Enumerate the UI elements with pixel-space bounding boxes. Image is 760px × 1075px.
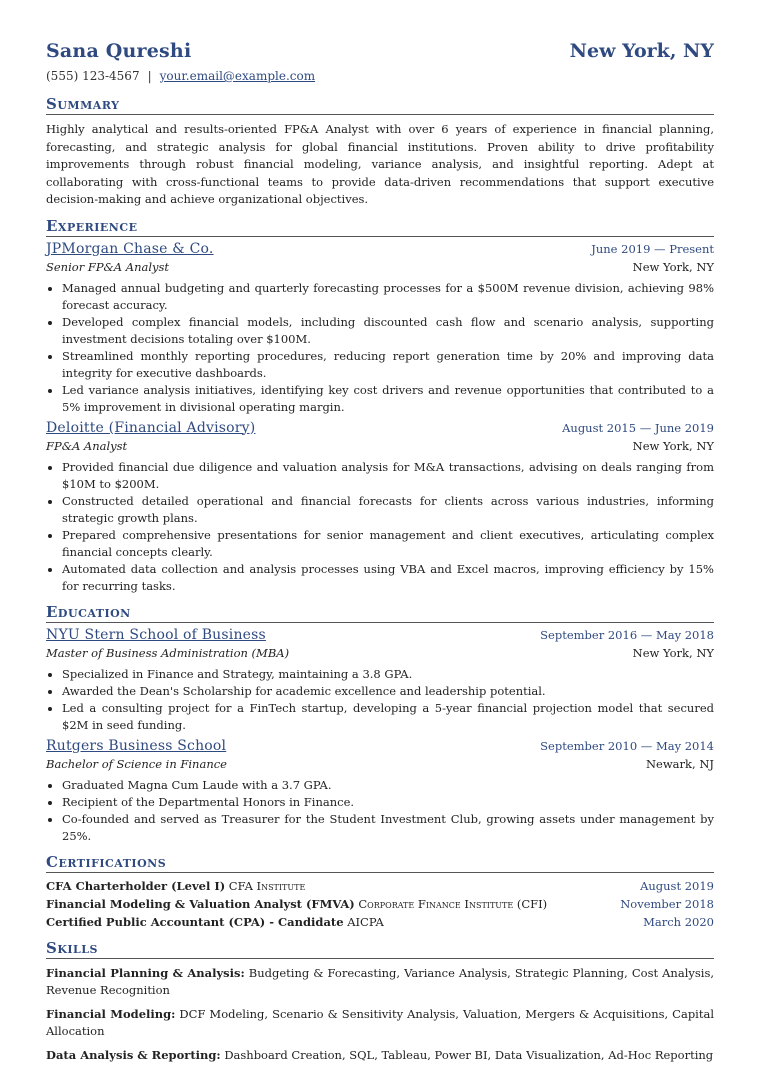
school-link[interactable]: Rutgers Business School <box>46 737 227 754</box>
achievement-item: • Constructed detailed operational and financial forecasts for clients across various industries, informing strategic growth plans. <box>62 493 714 527</box>
employer-link[interactable]: JPMorgan Chase & Co. <box>46 240 214 257</box>
certification-list <box>46 877 714 931</box>
achievement-item: • Provided financial due diligence and valuation analysis for M&A transactions, advising on deals ranging from $10M to $200M. <box>62 459 714 493</box>
school-link[interactable]: NYU Stern School of Business <box>46 626 266 643</box>
summary-text: Highly analytical and results-oriented FP&A Analyst with over 6 years of experience in financial planning, forecasting, and strategic analysis for global financial institutions. Proven ability to drive profitability improvements through robust financial modeling, variance analysis, and insightful reporting. Adept at collaborating with cross-functional teams to provide data-driven recommendations that support executive decision-making and achieve organizational objectives. <box>46 122 714 206</box>
certification-issuer: CFA Institute <box>228 878 306 893</box>
email-link[interactable]: your.email@example.com <box>159 69 316 83</box>
certification-issuer: AICPA <box>347 914 384 929</box>
certification-item <box>46 913 714 931</box>
education-entry <box>46 738 714 845</box>
degree: Bachelor of Science in Finance <box>46 756 227 771</box>
achievement-item: • Streamlined monthly reporting procedures, reducing report generation time by 20% and improving data integrity for executive dashboards. <box>62 348 714 382</box>
highlight-item: • Recipient of the Departmental Honors in Finance. <box>62 794 714 811</box>
skill-group <box>46 1006 714 1041</box>
education-highlights <box>46 666 714 734</box>
employment-dates: June 2019 — Present <box>591 241 714 256</box>
highlight-item: • Specialized in Finance and Strategy, maintaining a 3.8 GPA. <box>62 666 714 683</box>
experience-entry <box>46 241 714 416</box>
study-dates: September 2010 — May 2014 <box>540 738 714 753</box>
job-title: FP&A Analyst <box>46 438 128 453</box>
candidate-name: Sana Qureshi <box>46 40 192 62</box>
highlight-item: • Graduated Magna Cum Laude with a 3.7 GPA. <box>62 777 714 794</box>
skill-category: Financial Planning & Analysis: <box>46 965 245 980</box>
school-location: New York, NY <box>632 645 714 660</box>
contact-separator: | <box>147 69 152 83</box>
certification-name: Financial Modeling & Valuation Analyst (FMVA) <box>46 896 355 911</box>
certification-name: CFA Charterholder (Level I) <box>46 878 226 893</box>
resume-page <box>46 0 714 1064</box>
achievement-item: • Developed complex financial models, including discounted cash flow and scenario analysis, supporting investment decisions totaling over $100M. <box>62 314 714 348</box>
highlight-item: • Led a consulting project for a FinTech startup, developing a 5-year financial projection model that secured $2M in seed funding. <box>62 700 714 734</box>
school-location: Newark, NJ <box>645 756 714 771</box>
skill-category: Data Analysis & Reporting: <box>46 1047 221 1062</box>
skill-list: Dashboard Creation, SQL, Tableau, Power BI, Data Visualization, Ad-Hoc Reporting <box>224 1047 714 1062</box>
section-title-experience: Experience <box>46 217 714 237</box>
skill-list: DCF Modeling, Scenario & Sensitivity Analysis, Valuation, Mergers & Acquisitions, Capital Allocation <box>46 1006 715 1038</box>
achievement-item: • Led variance analysis initiatives, identifying key cost drivers and revenue opportunities that contributed to a 5% improvement in divisional operating margin. <box>62 382 714 416</box>
section-title-certifications: Certifications <box>46 853 714 873</box>
achievement-list <box>46 459 714 595</box>
certification-date: November 2018 <box>620 896 714 911</box>
job-location: New York, NY <box>632 438 714 453</box>
job-location: New York, NY <box>632 259 714 274</box>
certification-issuer: Corporate Finance Institute (CFI) <box>358 896 548 911</box>
skill-group <box>46 1047 714 1065</box>
skill-list: Budgeting & Forecasting, Variance Analysis, Strategic Planning, Cost Analysis, Revenue Recognition <box>46 965 715 997</box>
candidate-location: New York, NY <box>569 40 714 62</box>
achievement-item: • Managed annual budgeting and quarterly forecasting processes for a $500M revenue division, achieving 98% forecast accuracy. <box>62 280 714 314</box>
study-dates: September 2016 — May 2018 <box>540 627 714 642</box>
achievement-item: • Prepared comprehensive presentations for senior management and client executives, articulating complex financial concepts clearly. <box>62 527 714 561</box>
resume-header <box>46 40 714 62</box>
highlight-item: • Awarded the Dean's Scholarship for academic excellence and leadership potential. <box>62 683 714 700</box>
section-title-education: Education <box>46 603 714 623</box>
achievement-item: • Automated data collection and analysis processes using VBA and Excel macros, improving efficiency by 15% for recurring tasks. <box>62 561 714 595</box>
certification-item <box>46 895 714 913</box>
degree: Master of Business Administration (MBA) <box>46 645 290 660</box>
skill-group <box>46 965 714 1000</box>
phone-number: (555) 123-4567 <box>46 69 140 83</box>
education-highlights <box>46 777 714 845</box>
section-title-skills: Skills <box>46 939 714 959</box>
employment-dates: August 2015 — June 2019 <box>562 420 714 435</box>
certification-name: Certified Public Accountant (CPA) - Candidate <box>46 914 344 929</box>
certification-item <box>46 877 714 895</box>
skill-category: Financial Modeling: <box>46 1006 176 1021</box>
section-title-summary: Summary <box>46 95 714 115</box>
education-entry <box>46 627 714 734</box>
highlight-item: • Co-founded and served as Treasurer for the Student Investment Club, growing assets under management by 25%. <box>62 811 714 845</box>
job-title: Senior FP&A Analyst <box>46 259 170 274</box>
employer-link[interactable]: Deloitte (Financial Advisory) <box>46 419 256 436</box>
certification-date: March 2020 <box>643 914 714 929</box>
contact-line <box>46 69 714 83</box>
achievement-list <box>46 280 714 416</box>
certification-date: August 2019 <box>640 878 714 893</box>
experience-entry <box>46 420 714 595</box>
